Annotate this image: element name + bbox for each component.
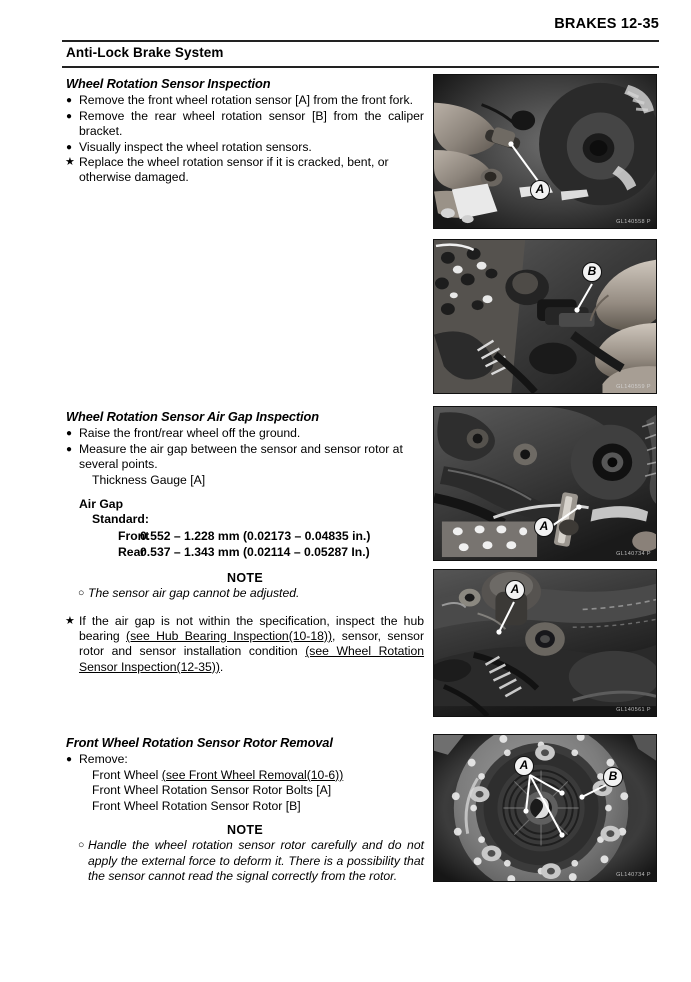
table-row xyxy=(66,544,424,561)
list-item xyxy=(66,752,424,767)
heading-sensor-inspection: Wheel Rotation Sensor Inspection xyxy=(66,76,271,91)
figure-front-air-gap-image xyxy=(434,570,656,716)
list-item xyxy=(66,109,424,140)
star-icon: ★ xyxy=(65,156,75,169)
figure-rear-air-gap-image xyxy=(434,407,656,560)
figure-rear-sensor-image xyxy=(434,240,656,393)
section-wheel-rotation-sensor-inspection xyxy=(66,76,424,186)
section-air-gap-inspection xyxy=(66,409,424,675)
callout-b: B xyxy=(582,262,602,282)
bullet-icon: ● xyxy=(66,754,73,766)
open-circle-icon: ○ xyxy=(78,839,85,852)
callout-a: A xyxy=(514,756,534,776)
list-item-text: Raise the front/rear wheel off the ground. xyxy=(79,426,301,441)
heading-air-gap-inspection: Wheel Rotation Sensor Air Gap Inspection xyxy=(66,409,319,424)
removal-list-item xyxy=(66,768,424,783)
spec-table xyxy=(66,497,424,561)
list-item xyxy=(66,426,424,441)
callout-a: A xyxy=(530,180,550,200)
note-text: Handle the wheel rotation sensor rotor carefully and do not apply the external force to deform it. There is a possibility that the sensor cannot read the signal correctly from the rotor. xyxy=(88,838,424,884)
list-item xyxy=(66,155,424,186)
table-row xyxy=(66,528,424,545)
list-item xyxy=(66,442,424,473)
note-body xyxy=(66,586,424,601)
removal-item-text: Front Wheel xyxy=(92,767,162,782)
spec-row-key: Rear xyxy=(118,545,146,560)
figure-caption: GL140561 P xyxy=(616,707,651,713)
followup-text-1: If the air gap is not within the specification, inspect the hub bearing xyxy=(79,613,424,644)
bullet-icon: ● xyxy=(66,95,73,107)
callout-a: A xyxy=(534,517,554,537)
figure-caption: GL140734 P xyxy=(616,551,651,557)
list-item xyxy=(66,93,424,108)
section-title: Anti-Lock Brake System xyxy=(66,45,224,60)
list-item xyxy=(66,140,424,155)
figure-rear-sensor xyxy=(433,239,657,394)
open-circle-icon: ○ xyxy=(78,587,85,600)
note-title: NOTE xyxy=(227,823,263,838)
list-item-text: Remove the front wheel rotation sensor [A] from the front fork. xyxy=(79,93,413,108)
figure-caption: GL140558 P xyxy=(616,219,651,225)
spec-row-key: Front xyxy=(118,528,150,543)
bullet-icon: ● xyxy=(66,110,73,122)
heading-rotor-removal: Front Wheel Rotation Sensor Rotor Removal xyxy=(66,735,333,750)
callout-a: A xyxy=(505,580,525,600)
note-text: The sensor air gap cannot be adjusted. xyxy=(88,586,300,601)
spec-row-value: 0.552 – 1.228 mm (0.02173 – 0.04835 in.) xyxy=(140,528,371,543)
list-item-text: Remove the rear wheel rotation sensor [B] from the caliper bracket. xyxy=(79,108,424,139)
figure-caption: GL140734 P xyxy=(616,872,651,878)
list-item-text: Visually inspect the wheel rotation sensors. xyxy=(79,139,312,154)
header-rule-top xyxy=(62,40,659,42)
list-item-text: Replace the wheel rotation sensor if it is cracked, bent, or otherwise damaged. xyxy=(79,155,389,185)
star-icon: ★ xyxy=(65,614,75,627)
cross-reference-front-wheel-removal[interactable]: (see Front Wheel Removal(10-6)) xyxy=(161,767,344,782)
spec-row-value: 0.537 – 1.343 mm (0.02114 – 0.05287 In.) xyxy=(140,545,370,560)
note-title: NOTE xyxy=(227,570,263,585)
header-rule-bottom xyxy=(62,66,659,68)
spec-qualifier: Standard: xyxy=(92,512,149,527)
figure-caption: GL140559 P xyxy=(616,384,651,390)
figure-front-sensor xyxy=(433,74,657,229)
cross-reference-sensor-inspection[interactable]: (see Wheel Rotation Sensor Inspection(12-35)) xyxy=(79,644,425,674)
figure-front-air-gap xyxy=(433,569,657,717)
followup-item xyxy=(66,614,424,676)
list-item-text: Measure the air gap between the sensor and sensor rotor at several points. xyxy=(79,441,403,472)
spec-name: Air Gap xyxy=(79,497,124,512)
removal-list-item: Front Wheel Rotation Sensor Rotor Bolts [A] xyxy=(92,783,332,798)
removal-list-item: Front Wheel Rotation Sensor Rotor [B] xyxy=(92,798,301,813)
section-rotor-removal xyxy=(66,735,424,885)
figure-front-sensor-image xyxy=(434,75,656,228)
callout-b: B xyxy=(603,767,623,787)
note-body xyxy=(66,838,424,884)
bullet-icon: ● xyxy=(66,141,73,153)
cross-reference-hub-bearing[interactable]: (see Hub Bearing Inspection(10-18)) xyxy=(126,629,333,644)
running-head: BRAKES 12-35 xyxy=(554,16,659,32)
bullet-icon: ● xyxy=(66,443,73,455)
figure-rotor-bolts xyxy=(433,734,657,882)
bullet-icon: ● xyxy=(66,428,73,440)
tool-callout: Thickness Gauge [A] xyxy=(92,472,206,487)
figure-rotor-bolts-image xyxy=(434,735,656,881)
followup-text-2: , sensor, sensor rotor and sensor installation condition xyxy=(79,629,425,659)
figure-rear-air-gap xyxy=(433,406,657,561)
list-item-text: Remove: xyxy=(79,752,128,767)
followup-text-3: . xyxy=(219,659,224,674)
